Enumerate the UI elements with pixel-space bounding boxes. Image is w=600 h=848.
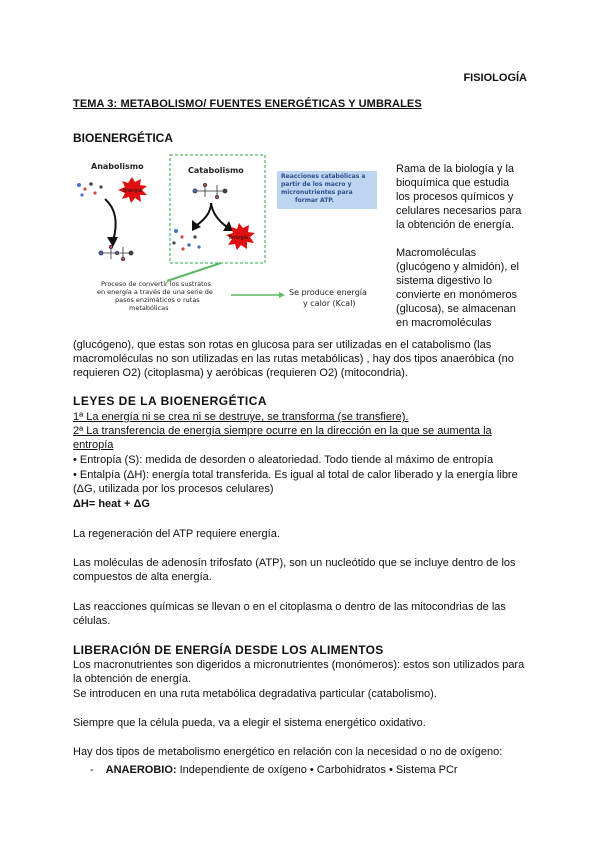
catabolismo-label: Catabolismo [188, 166, 244, 175]
bioenergetica-side-text [396, 162, 536, 330]
caption-line-2: en energía a través de una serie de [97, 288, 213, 296]
heat-line-2: y calor (Kcal) [303, 299, 356, 308]
subject-header: FISIOLOGÍA [463, 72, 527, 84]
side-line: la obtención de energía. [396, 219, 515, 231]
metabolism-diagram [71, 153, 384, 335]
liberacion-line-4: Siempre que la célula pueda, va a elegir el sistema energético oxidativo. [73, 717, 426, 729]
note-line-3: micronutrientes para [281, 189, 353, 196]
side-line: bioquímica que estudia [396, 177, 510, 189]
side-line: convierte en monómeros [396, 289, 518, 301]
atp-molecule-line-2: compuestos de alta energía. [73, 571, 212, 583]
side-line: Rama de la biología y la [396, 163, 515, 175]
note-line-2: partir de los macro y [281, 181, 352, 188]
heat-line-1: Se produce energía [289, 288, 367, 297]
law-1: 1ª La energía ni se crea ni se destruye, se transforma (se transfiere). [73, 411, 409, 423]
atp-regeneration: La regeneración del ATP requiere energía. [73, 528, 280, 540]
bioenergetica-heading: BIOENERGÉTICA [73, 131, 174, 145]
caption-connector [167, 263, 221, 281]
side-line: celulares necesarios para [396, 205, 522, 217]
atp-molecule-line-1: Las moléculas de adenosín trifosfato (ATP), son un nucleótido que se incluye dentro de los [73, 557, 516, 569]
continuation-line: macromoléculas no son utilizadas en las rutas metabólicas) , hay dos tipos anaeróbica (no [73, 353, 514, 365]
anabolism-monomers-icon [77, 182, 103, 196]
reactions-line-2: células. [73, 615, 111, 627]
energia-1-label: Energía [123, 188, 142, 194]
side-line: en macromoléculas [396, 317, 492, 329]
side-line: (glucosa), se almacenan [396, 303, 516, 315]
catabolism-monomers-icon [172, 229, 200, 251]
liberacion-line-5: Hay dos tipos de metabolismo energético en relación con la necesidad o no de oxígeno: [73, 746, 503, 758]
continuation-line: (glucógeno), que estas son rotas en glucosa para ser utilizadas en el catabolismo (las [73, 339, 492, 351]
anabolism-polymer-icon [99, 245, 133, 260]
liberacion-heading: LIBERACIÓN DE ENERGÍA DESDE LOS ALIMENTOS [73, 643, 384, 657]
bioenergetica-continuation [73, 338, 543, 380]
formula: ΔH= heat + ΔG [73, 498, 150, 510]
side-line: los procesos químicos y [396, 191, 514, 203]
caption-line-1: Proceso de convertir los sustratos [101, 280, 212, 288]
continuation-line: requieren O2) (citoplasma) y aeróbicas (requieren O2) (mitocondria). [73, 367, 409, 379]
entropia-text: • Entropía (S): medida de desorden o aleatoriedad. Todo tiende al máximo de entropía [73, 454, 494, 466]
metabolism-figure [71, 153, 384, 335]
caption-line-3: pasos enzimáticos o rutas [115, 296, 200, 304]
side-line: Macromoléculas [396, 247, 477, 259]
side-line: sistema digestivo lo [396, 275, 492, 287]
catabolism-polymer-icon [193, 183, 227, 198]
leyes-heading: LEYES DE LA BIOENERGÉTICA [73, 394, 268, 408]
liberacion-line-1: Los macronutrientes son digeridos a micronutrientes (monómeros): estos son utilizados para [73, 659, 525, 671]
catabolism-arrow-right [211, 203, 227, 227]
caption-line-4: metabólicas [129, 304, 169, 312]
liberacion-line-3: Se introducen en una ruta metabólica degradativa particular (catabolismo). [73, 688, 437, 700]
note-line-1: Reacciones catabólicas a [281, 173, 366, 180]
reactions-line-1: Las reacciones químicas se llevan o en el citoplasma o dentro de las mitocondrias de las [73, 601, 506, 613]
catabolism-arrow-left [197, 203, 211, 225]
law-2-line-1: 2ª La transferencia de energía siempre ocurre en la dirección en la que se aumenta la [73, 425, 492, 437]
anabolism-arrow [105, 199, 116, 241]
anaerobio-text: Independiente de oxígeno • Carbohidratos • Sistema PCr [176, 764, 458, 776]
side-line: (glucógeno y almidón), el [396, 261, 519, 273]
anabolismo-label: Anabolismo [91, 162, 144, 171]
entalpia-line-2: (ΔG, utilizada por los procesos celulares) [73, 483, 274, 495]
anaerobio-label: ANAEROBIO: [105, 764, 177, 776]
note-line-4: formar ATP. [295, 197, 334, 204]
tema-title: TEMA 3: METABOLISMO/ FUENTES ENERGÉTICAS Y UMBRALES [73, 98, 422, 110]
anaerobio-bullet [90, 763, 458, 777]
law-2-line-2: entropía [73, 439, 114, 451]
bullet-dash: - [90, 764, 94, 776]
side-line-spacer [396, 232, 536, 246]
energia-2-label: Energía [229, 235, 248, 241]
liberacion-line-2: la obtención de energía. [73, 673, 192, 685]
anabolism-arrowhead [107, 237, 118, 247]
entalpia-line-1: • Entalpía (ΔH): energía total transferida. Es igual al total de calor liberado y la energía libre [73, 469, 518, 481]
